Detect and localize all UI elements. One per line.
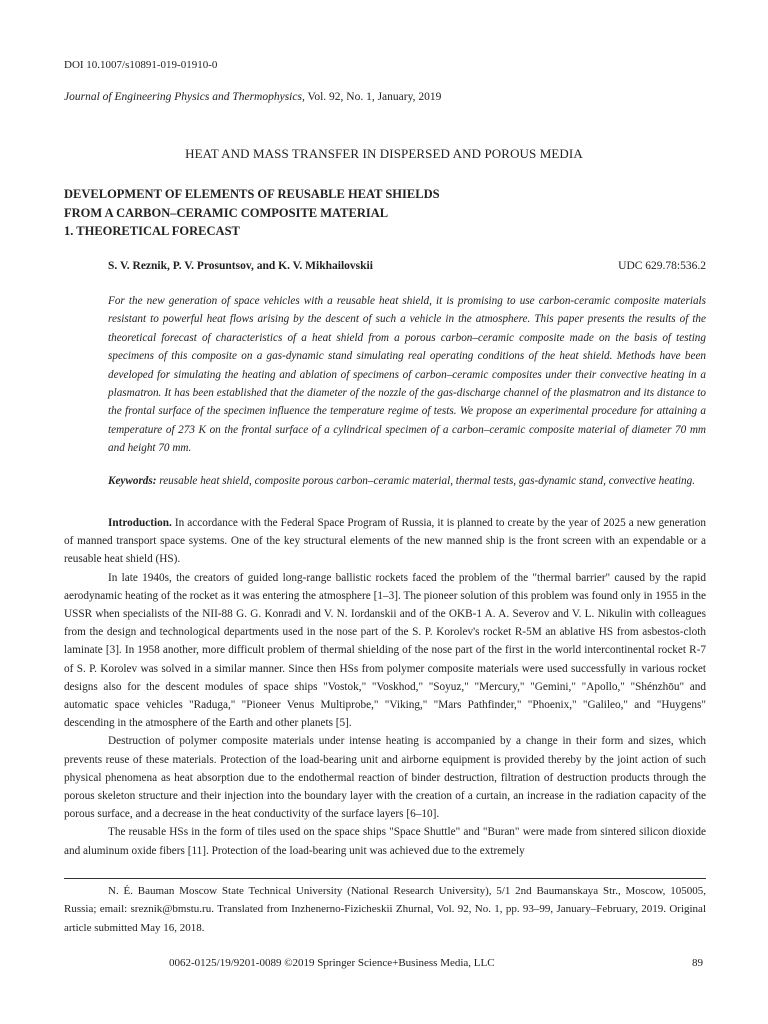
affiliation-footnote: N. É. Bauman Moscow State Technical University (National Research University), 5/1 2nd Baumanskaya Str., Moscow, 105005, Russia; email: sreznik@bmstu.ru. Translated from Inzhenerno-Fizicheskii Zhurnal, Vol. 92, No. 1, pp. 93–99, January–February, 2019. Original article submitted May 16, 2018. — [64, 885, 706, 934]
keywords-label: Keywords: — [108, 475, 157, 487]
paragraph-2: In late 1940s, the creators of guided long-range ballistic rockets faced the problem of the "thermal barrier" caused by the rapid aerodynamic heating of the rocket as it was entering the atmosphere [1–3]. The pioneer solution of this problem was found only in 1955 in the USSR when specialists of the NII-88 G. G. Konradi and V. N. Iordanskii and of the OKB-1 A. A. Severov and V. L. Nikulin with colleagues from the design and technological departments used in the nose part of the S. P. Korolev's rocket R-5M an ablative HS from asbestos-cloth laminate [3]. In 1958 another, more difficult problem of thermal shielding of the nose part of the first in the world intercontinental rocket R-7 of S. P. Korolev was solved in a similar manner. Since then HSs from polymer composite materials were used successfully in various rocket designs also for the descent modules of space ships "Vostok," "Voskhod," "Soyuz," "Mercury," "Gemini," "Apollo," "Shénzhōu" and automatic space vehicles "Raduga," "Pioneer Venus Multiprobe," "Viking," "Mars Pathfinder," "Phoenix," "Galileo," and "Huygens" descending in the atmosphere of the Earth and other planets [5]. — [64, 571, 706, 730]
intro-heading: Introduction. — [108, 517, 172, 529]
paragraph-intro-text: In accordance with the Federal Space Program of Russia, it is planned to create by the year of 2025 a new generation of manned transport space systems. One of the key structural elements of the new manned ship is the front screen with an expendable or a reusable heat shield (HS). — [64, 517, 706, 566]
paragraph-intro — [64, 514, 706, 569]
paragraph-3: Destruction of polymer composite materials under intense heating is accompanied by a change in their form and sizes, which prevents reuse of these materials. Protection of the load-bearing unit and airborne equipment is provided thereby by the joint action of such physical phenomena as heat absorption due to the endothermal reaction of binder destruction, filtration of destruction products through the porous skeleton structure and their injection into the boundary layer with the creation of a curtain, an increase in the radiation capacity of the porous surface, and a decrease in the heat conductivity of the surface layers [6–10]. — [64, 735, 706, 821]
section-heading: HEAT AND MASS TRANSFER IN DISPERSED AND POROUS MEDIA — [185, 146, 583, 161]
article-body — [64, 514, 706, 860]
journal-citation — [64, 91, 441, 103]
page-number: 89 — [692, 957, 703, 969]
udc-code: UDC 629.78:536.2 — [618, 260, 706, 272]
title-line-2: FROM A CARBON–CERAMIC COMPOSITE MATERIAL — [64, 205, 389, 220]
title-line-1: DEVELOPMENT OF ELEMENTS OF REUSABLE HEAT SHIELDS — [64, 187, 440, 201]
journal-issue: Vol. 92, No. 1, January, 2019 — [304, 91, 442, 103]
keywords — [108, 472, 706, 490]
authors-row — [108, 260, 706, 272]
abstract: For the new generation of space vehicles with a reusable heat shield, it is promising to use carbon-ceramic composite materials resistant to powerful heat flows arising by the descent of such a vehicle in the atmosphere. This paper presents the results of the theoretical forecast of characteristics of a heat shield from a porous carbon–ceramic composite made on the basis of testing specimens of this composite on a gas-dynamic stand simulating real operating conditions of the heat shield. Methods have been developed for simulating the heating and ablation of specimens of carbon–ceramic composites under their convective heating in a plasmatron. It has been established that the diameter of the nozzle of the gas-discharge channel of the plasmatron and its distance to the frontal surface of the specimen influence the temperature regime of tests. We propose an experimental procedure for attaining a temperature of 273 K on the frontal surface of a cylindrical specimen of a carbon–ceramic composite material of diameter 70 mm and height 70 mm. — [108, 295, 706, 455]
paragraph-4: The reusable HSs in the form of tiles used on the space ships "Space Shuttle" and "Buran" were made from sintered silicon dioxide and aluminum oxide fibers [11]. Protection of the load-bearing unit was achieved due to the extremely — [64, 826, 706, 857]
doi: DOI 10.1007/s10891-019-01910-0 — [64, 59, 218, 71]
title-line-3: 1. THEORETICAL FORECAST — [64, 224, 240, 238]
keywords-text: reusable heat shield, composite porous carbon–ceramic material, thermal tests, gas-dynamic stand, convective heating. — [156, 475, 696, 487]
journal-name: Journal of Engineering Physics and Thermophysics, — [64, 91, 305, 103]
footnote-divider — [64, 878, 706, 879]
authors: S. V. Reznik, P. V. Prosuntsov, and K. V. Mikhailovskii — [108, 260, 373, 272]
article-title — [64, 185, 440, 241]
copyright-line: 0062-0125/19/9201-0089 ©2019 Springer Science+Business Media, LLC — [169, 957, 495, 969]
